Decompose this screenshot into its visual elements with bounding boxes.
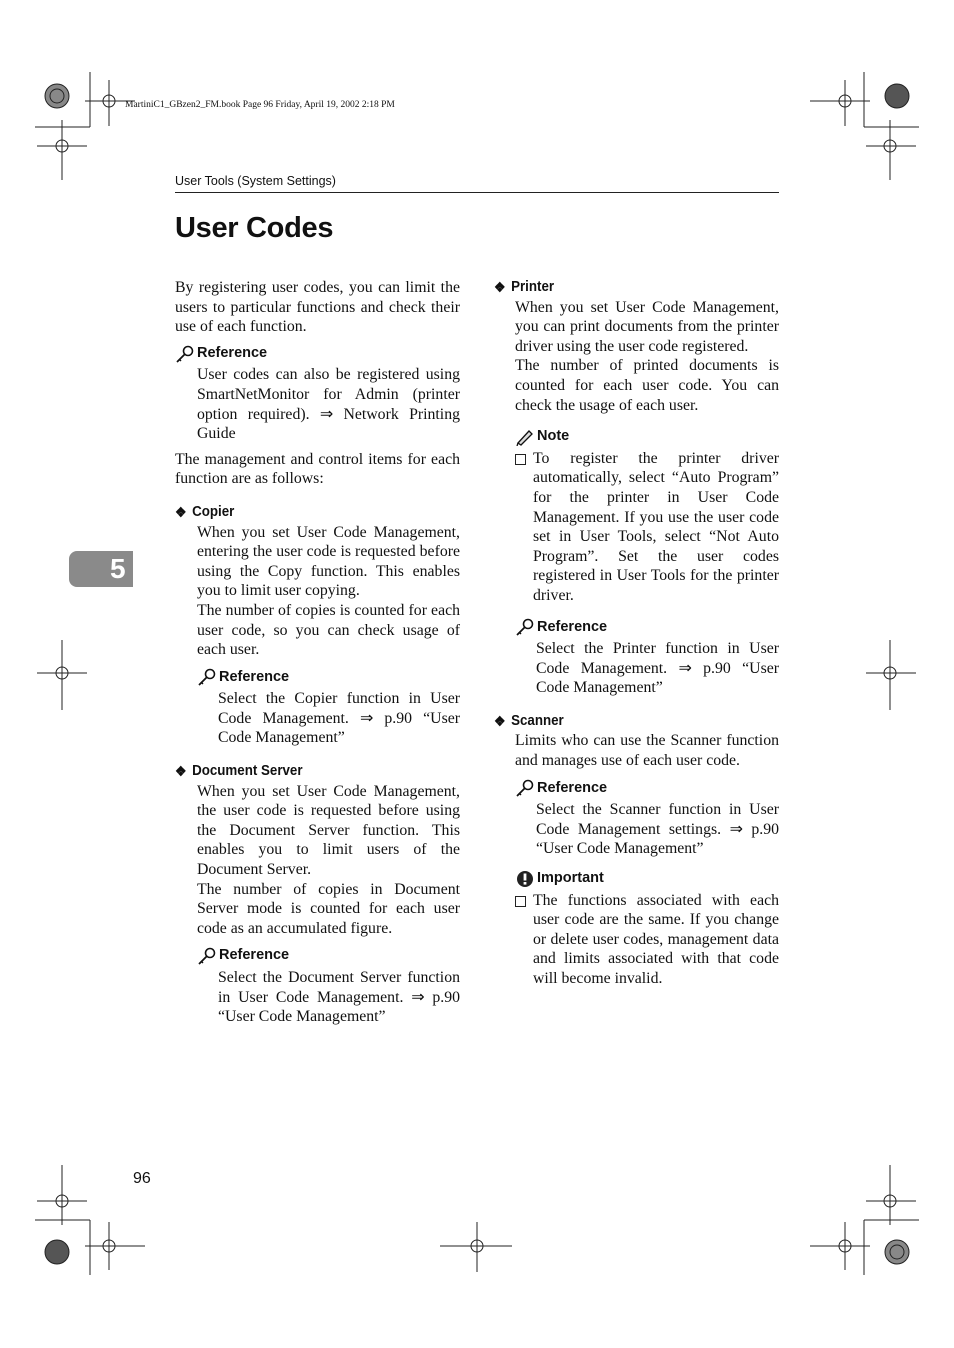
magnifier-key-icon	[175, 345, 195, 363]
note-item	[515, 449, 779, 606]
section-heading-printer: ❖ Printer	[494, 278, 756, 298]
file-header: MartiniC1_GBzen2_FM.book Page 96 Friday, April 19, 2002 2:18 PM	[125, 100, 395, 110]
reference-text: Select the Scanner function in User Code Management settings. ⇒ p.90 “User Code Management”	[536, 801, 779, 858]
important-text: The functions associated with each user code are the same. If you change or delete user codes, management data and limits associated with that code will become invalid.	[533, 891, 779, 987]
docserver-paragraph-1: When you set User Code Management, the user code is requested before using the Document Server function. This enables you to limit users of the Document Server.	[197, 782, 460, 879]
printer-paragraph-2: The number of printed documents is counted for each user code. You can check the usage of each user.	[515, 357, 779, 414]
printer-paragraph-1: When you set User Code Management, you can print documents from the printer driver using the user code registered.	[515, 298, 779, 355]
diamond-bullet-icon: ❖	[494, 712, 506, 729]
scanner-paragraph: Limits who can use the Scanner function and manages use of each user code.	[515, 732, 779, 770]
pencil-icon	[515, 428, 535, 446]
page-title: User Codes	[175, 212, 334, 244]
reference-heading: Reference	[515, 779, 779, 799]
reference-text: User codes can also be registered using SmartNetMonitor for Admin (printer option required). ⇒ Network Printing Guide	[197, 366, 460, 443]
diamond-bullet-icon: ❖	[494, 279, 506, 295]
magnifier-key-icon	[197, 947, 217, 965]
diamond-bullet-icon: ❖	[175, 763, 187, 780]
chapter-number: 5	[110, 553, 126, 584]
running-header: User Tools (System Settings)	[175, 174, 336, 188]
important-heading: Important	[515, 869, 779, 889]
note-heading: Note	[515, 427, 779, 447]
note-text: To register the printer driver automatically, select “Auto Program” for the printer in User Code Management. If you use the user code set in User Tools, select “Not Auto Program”. Set the user codes registered in User Tools for the printer driver.	[533, 449, 779, 604]
copier-paragraph-1: When you set User Code Management, entering the user code is requested before using the Copy function. This enables you to limit user copying.	[197, 523, 460, 600]
important-item	[515, 891, 779, 989]
reference-text: Select the Printer function in User Code Management. ⇒ p.90 “User Code Management”	[536, 640, 779, 697]
section-heading-document-server: ❖ Document Server	[175, 762, 437, 782]
section-heading-copier: ❖ Copier	[175, 503, 437, 523]
section-heading-scanner: ❖ Scanner	[494, 712, 756, 732]
reference-text: Select the Copier function in User Code Management. ⇒ p.90 “User Code Management”	[218, 690, 460, 747]
diamond-bullet-icon: ❖	[175, 503, 187, 520]
intro-paragraph: By registering user codes, you can limit the users to particular functions and check their use of each function.	[175, 279, 460, 336]
magnifier-key-icon	[515, 779, 535, 797]
management-paragraph: The management and control items for each function are as follows:	[175, 450, 460, 488]
reference-heading: Reference	[515, 618, 779, 638]
reference-heading: Reference	[197, 946, 460, 966]
right-column	[494, 278, 779, 989]
left-column	[175, 278, 460, 1027]
page-number: 96	[133, 1170, 151, 1187]
copier-paragraph-2: The number of copies is counted for each user code, so you can check usage of each user.	[197, 601, 460, 659]
checkbox-bullet-icon	[515, 454, 526, 465]
reference-text: Select the Document Server function in User Code Management. ⇒ p.90 “User Code Management”	[218, 969, 460, 1026]
exclamation-badge-icon	[515, 870, 535, 888]
magnifier-key-icon	[197, 668, 217, 686]
reference-heading: Reference	[197, 668, 460, 688]
checkbox-bullet-icon	[515, 896, 526, 907]
header-rule	[175, 192, 779, 193]
magnifier-key-icon	[515, 618, 535, 636]
reference-heading: Reference	[175, 344, 460, 364]
docserver-paragraph-2: The number of copies in Document Server mode is counted for each user code as an accumulated figure.	[197, 880, 460, 937]
